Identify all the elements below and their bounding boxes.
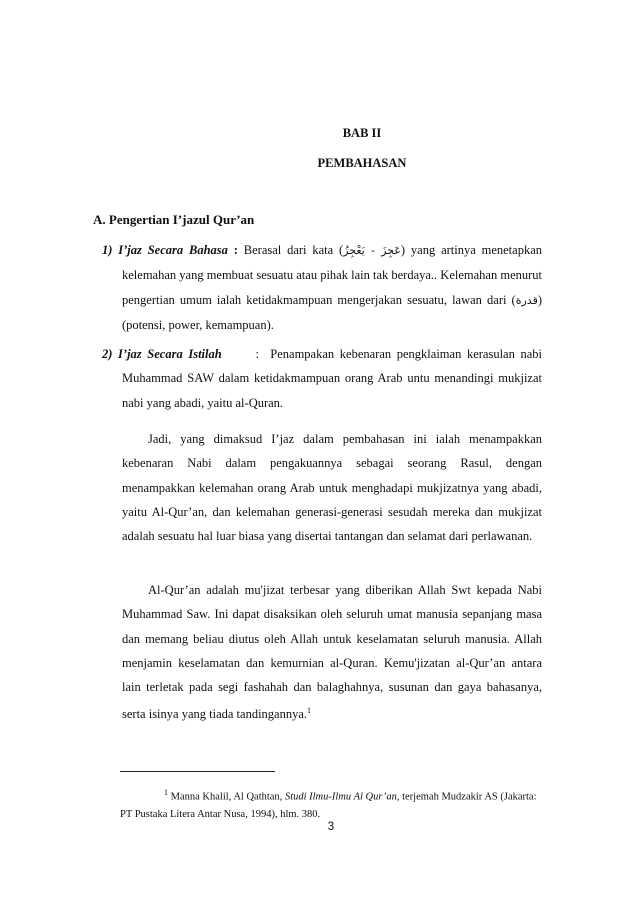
section-heading: A. Pengertian I’jazul Qur’an [93,212,255,227]
item-text-continued: ) yang artinya menetapkan kelemahan yang membuat sesuatu atau pihak lain tak berdaya.. Kelemahan menurut pengertian umum ialah ketidakmampuan mengerjakan sesuatu, lawan dari ( [122,243,543,307]
chapter-number: BAB II [342,126,382,140]
item-separator: : [227,243,244,257]
footnote-rest: , terjemah Mudzakir AS (Jakarta: PT Pustaka Litera Antar Nusa, 1994), hlm. 380. [120,791,537,820]
page-number: 3 [327,821,335,833]
chapter-title: PEMBAHASAN [317,156,407,170]
footnote-number: 1 [164,788,168,797]
paragraph-text: Al-Qur’an adalah mu'jizat terbesar yang diberikan Allah Swt kepada Nabi Muhammad Saw. Ini dapat disaksikan oleh seluruh umat manusia sepanjang masa dan memang beliau diutus oleh Allah untuk keselamatan seluruh manusia. Allah menjamin keselamatan dan kemurnian al-Quran. Kemu'jizatan al-Qur’an antara lain terletak pada segi fashahah dan balaghahnya, susunan dan gaya bahasanya, serta isinya yang tiada tandingannya. [122,583,542,722]
item-separator: : [221,347,271,361]
item-text: Penampakan kebenaran pengklaiman kerasulan nabi Muhammad SAW dalam ketidakmampuan orang Arab untu menandingi mukjizat nabi yang abadi, yaitu al-Quran. [122,347,543,410]
item-text: Berasal dari kata ( [243,243,344,257]
list-item-ijaz-istilah [102,342,542,415]
list-item-ijaz-bahasa [102,238,542,337]
arabic-word-qudrah: قدرة [515,293,538,307]
item-label: 2) I’jaz Secara Istilah [102,347,222,361]
footnote-divider [120,771,275,772]
paragraph-jadi: Jadi, yang dimaksud I’jaz dalam pembahasan ini ialah menampakkan kebenaran Nabi dalam pengakuannya sebagai seorang Rasul, dengan menampakkan kelemahan orang Arab untuk menghadapi mukjizatnya yang abadi, yaitu Al-Qur’an, dan kelemahan generasi-generasi sesudah mereka dan mukjizat adalah sesuatu hal luar biasa yang disertai tantangan dan selamat dari perlawanan. [122,432,542,544]
footnote [120,784,550,823]
arabic-word: عَجِزَ - يَعْجِزُ [343,244,401,257]
footnote-marker[interactable]: 1 [307,706,312,716]
paragraph-alquran [122,578,542,727]
footnote-author: Manna Khalil, Al Qathtan, [170,791,285,803]
footnote-book-title: Studi Ilmu-Ilmu Al Qur’an [284,791,397,803]
item-text-end: ) (potensi, power, kemampuan). [122,292,542,332]
item-label: 1) I’jaz Secara Bahasa [102,243,228,257]
